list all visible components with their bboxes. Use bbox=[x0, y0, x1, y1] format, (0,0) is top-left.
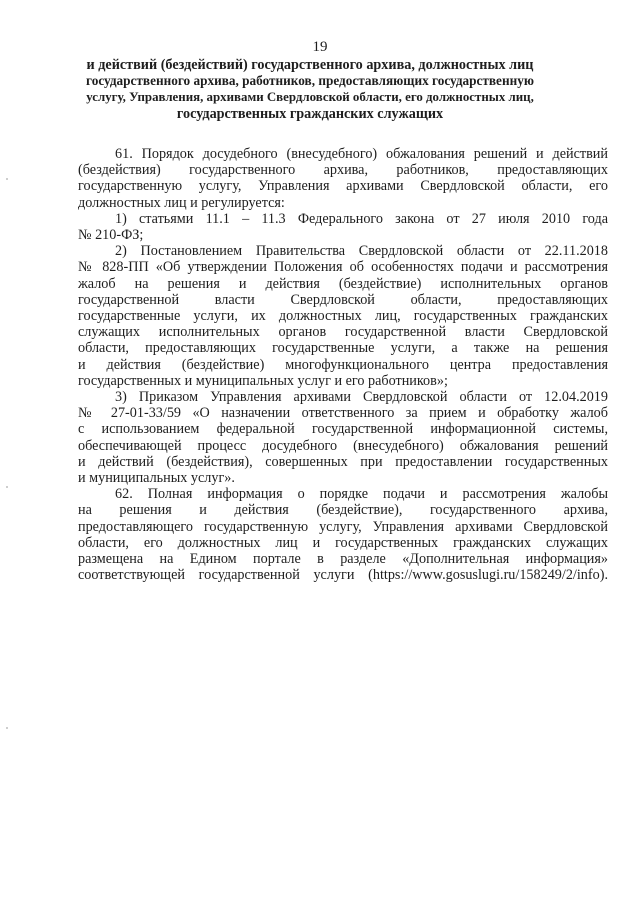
text-line: 2) Постановлением Правительства Свердловской области от 22.11.2018 bbox=[115, 243, 608, 260]
heading-line: государственного архива, работников, предоставляющих государственную bbox=[86, 73, 534, 89]
heading-line: услугу, Управления, архивами Свердловской области, его должностных лиц, bbox=[86, 90, 534, 105]
paragraph-item-1-federal-law bbox=[78, 211, 608, 243]
text-line: на решения и действия (бездействие), государственного архива, bbox=[78, 502, 608, 519]
paragraph-62-information bbox=[78, 486, 608, 583]
text-line: с использованием федеральной государственной информационной системы, bbox=[78, 421, 608, 438]
text-line: государственной власти Свердловской области, предоставляющих bbox=[78, 291, 608, 308]
text-line: (бездействия) государственного архива, работников, предоставляющих bbox=[78, 162, 608, 179]
text-line: размещена на Едином портале в разделе «Дополнительная информация» bbox=[78, 551, 608, 568]
text-line: служащих исполнительных органов государственной власти Свердловской bbox=[78, 324, 608, 341]
text-line: 1) статьями 11.1 – 11.3 Федерального закона от 27 июля 2010 года bbox=[115, 210, 608, 227]
text-line: № 828-ПП «Об утверждении Положения об особенностях подачи и рассмотрения bbox=[78, 259, 608, 276]
section-heading bbox=[86, 57, 534, 122]
text-line: соответствующей государственной услуги (https://www.gosuslugi.ru/158249/2/info). bbox=[78, 567, 608, 584]
text-line: № 210-ФЗ; bbox=[78, 227, 144, 244]
paragraph-item-2-government-decree bbox=[78, 243, 608, 389]
text-line: должностных лиц и регулируется: bbox=[78, 194, 285, 211]
heading-line: государственных гражданских служащих bbox=[176, 105, 444, 122]
document-body bbox=[78, 146, 608, 583]
text-line: жалоб на решения и действия (бездействие) исполнительных органов bbox=[78, 275, 608, 292]
heading-line: и действий (бездействий) государственного архива, должностных лиц bbox=[86, 57, 534, 73]
text-line: государственных и муниципальных услуг и его работников»; bbox=[78, 372, 448, 389]
text-line: области, предоставляющих государственные услуги, а также на решения bbox=[78, 340, 608, 357]
text-line: 61. Порядок досудебного (внесудебного) обжалования решений и действий bbox=[115, 146, 608, 162]
text-line: предоставляющего государственную услугу, Управления архивами Свердловской bbox=[78, 518, 608, 535]
scan-speck bbox=[6, 178, 8, 180]
text-line: 62. Полная информация о порядке подачи и рассмотрения жалобы bbox=[115, 486, 608, 503]
text-line: обеспечивающей процесс досудебного (внесудебного) обжалования решений bbox=[78, 437, 608, 454]
paragraph-item-3-archives-order bbox=[78, 389, 608, 486]
text-line: и муниципальных услуг». bbox=[78, 470, 235, 487]
text-line: государственную услугу, Управления архивами Свердловской области, его bbox=[78, 178, 608, 195]
text-line: и действия (бездействие) многофункционального центра предоставления bbox=[78, 356, 608, 373]
text-line: и действий (бездействия), совершенных при предоставлении государственных bbox=[78, 453, 608, 470]
page-number: 19 bbox=[312, 39, 328, 55]
text-line: № 27-01-33/59 «О назначении ответственного за прием и обработку жалоб bbox=[78, 405, 608, 422]
text-line: государственные услуги, их должностных лиц, государственных гражданских bbox=[78, 308, 608, 325]
paragraph-61-procedure bbox=[78, 146, 608, 211]
scan-speck bbox=[6, 727, 8, 729]
text-line: области, его должностных лиц и государственных гражданских служащих bbox=[78, 534, 608, 551]
text-line: 3) Приказом Управления архивами Свердловской области от 12.04.2019 bbox=[115, 389, 608, 406]
scan-speck bbox=[6, 486, 8, 488]
